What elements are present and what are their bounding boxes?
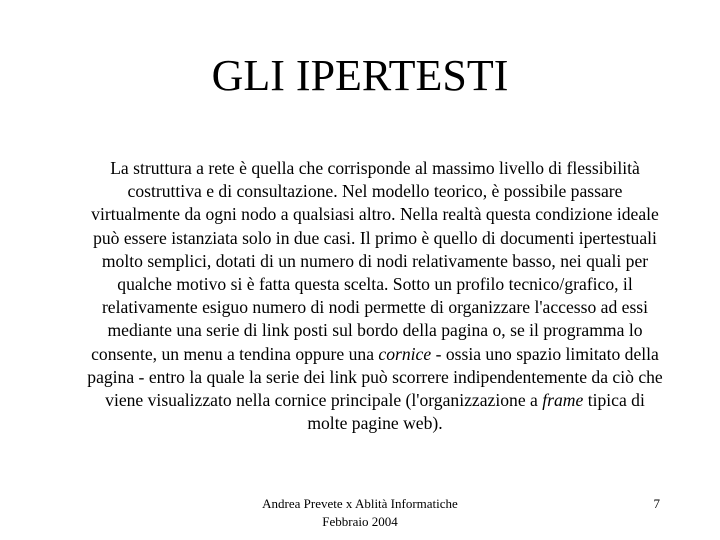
body-italic-cornice: cornice — [378, 343, 432, 364]
body-italic-frame: frame — [542, 390, 584, 411]
body-text-part-2: - ossia uno spazio limitato della pagina - entro la quale la serie dei link può scorrere indipendentemente da ciò che viene visualizzato nella cornice principale (l'organizzazione a — [87, 343, 663, 411]
footer-credits — [210, 495, 510, 531]
body-text-part-3: tipica di molte pagine web). — [307, 390, 645, 434]
footer-date-line: Febbraio 2004 — [322, 514, 398, 529]
body-text-part-1: La struttura a rete è quella che corrisponde al massimo livello di flessibilità costruttiva e di consultazione. Nel modello teorico, è possibile passare virtualmente da ogni nodo a qualsiasi altro. Nella realtà questa condizione ideale può essere istanziata solo in due casi. Il primo è quello di documenti ipertestuali molto semplici, dotati di un numero di nodi relativamente basso, nei quali per qualche motivo si è fatta questa scelta. Sotto un profilo tecnico/grafico, il relativamente esiguo numero di nodi permette di organizzare l'accesso ad essi mediante una serie di link posti sul bordo della pagina o, se il programma lo consente, un menu a tendina oppure una — [91, 158, 659, 364]
page-number: 7 — [653, 496, 660, 511]
footer-author-line: Andrea Prevete x Ablità Informatiche — [262, 496, 458, 511]
slide-title: GLI IPERTESTI — [211, 51, 509, 100]
slide-body-text — [84, 157, 666, 435]
